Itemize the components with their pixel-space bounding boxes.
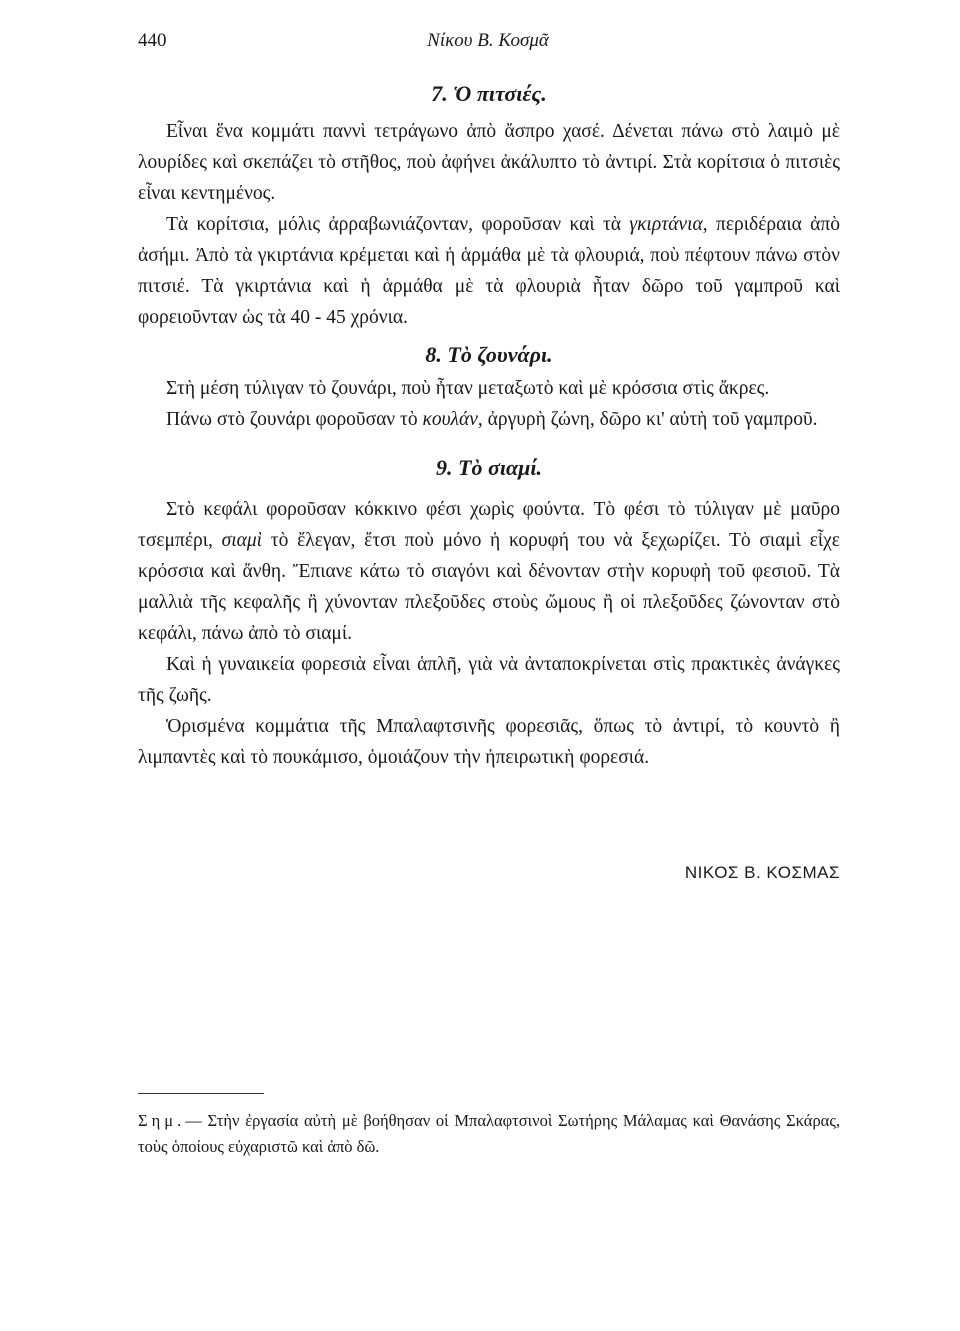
footnote-divider xyxy=(138,1093,264,1094)
page-number: 440 xyxy=(138,30,167,51)
section-title: 8. Τὸ ζουνάρι. xyxy=(425,342,553,367)
paragraph-text: Πάνω στὸ ζουνάρι φοροῦσαν τὸ xyxy=(166,409,423,430)
page-header xyxy=(138,30,838,58)
paragraph xyxy=(138,209,840,333)
paragraph-text: Τὰ κορίτσια, μόλις ἀρραβωνιάζονταν, φοροῦσαν καὶ τὰ xyxy=(166,214,630,235)
paragraph-text: Ὁρισμένα κομμάτια τῆς Μπαλαφτσινῆς φορεσιᾶς, ὅπως τὸ ἀντιρί, τὸ κουντὸ ἢ λιμπαντὲς καὶ τὸ πουκάμισο, ὁμοιάζουν τὴν ἠπειρωτικὴ φορεσιά. xyxy=(138,716,840,768)
paragraph xyxy=(138,649,840,711)
paragraph xyxy=(138,373,840,404)
author-signature: ΝΙΚΟΣ Β. ΚΟΣΜΑΣ xyxy=(684,863,840,882)
paragraph xyxy=(138,404,840,435)
paragraph xyxy=(138,711,840,773)
article-body xyxy=(138,78,840,773)
paragraph-text: , ἀργυρὴ ζώνη, δῶρο κι' αὐτὴ τοῦ γαμπροῦ. xyxy=(477,409,818,430)
running-head: Νίκου Β. Κοσμᾶ xyxy=(427,30,549,51)
footnote-text: — Στὴν ἐργασία αὐτὴ μὲ βοήθησαν οἱ Μπαλαφτσινοὶ Σωτήρης Μάλαμας καὶ Θανάσης Σκάρας, τοὺς ὁποίους εὐχαριστῶ καὶ ἀπὸ δῶ. xyxy=(138,1111,840,1156)
paragraph xyxy=(138,494,840,649)
paragraph-text: Στὸ κεφάλι φοροῦσαν κόκκινο φέσι χωρὶς φούντα. Τὸ φέσι τὸ τύλιγαν μὲ μαῦρο τσεμπέρι, xyxy=(138,499,840,551)
paragraph-text: Στὴ μέση τύλιγαν τὸ ζουνάρι, ποὺ ἦταν μεταξωτὸ καὶ μὲ κρόσσια στὶς ἄκρες. xyxy=(166,378,770,399)
italic-term: γκιρτάνια xyxy=(629,214,703,235)
section-title: 9. Τὸ σιαμί. xyxy=(436,455,542,480)
footnote xyxy=(138,1108,840,1160)
paragraph-text: Καὶ ἡ γυναικεία φορεσιὰ εἶναι ἁπλῆ, γιὰ νὰ ἀνταποκρίνεται στὶς πρακτικὲς ἀνάγκες τῆς ζωῆς. xyxy=(138,654,840,706)
italic-term: κουλάν xyxy=(422,409,478,430)
footnote-label: Σημ. xyxy=(138,1111,186,1130)
paragraph xyxy=(138,116,840,209)
section-title: 7. Ὁ πιτσιές. xyxy=(431,81,547,106)
paragraph-text: τὸ ἔλεγαν, ἔτσι ποὺ μόνο ἡ κορυφή του νὰ ξεχωρίζει. Τὸ σιαμὶ εἶχε κρόσσια καὶ ἄνθη. Ἔπιανε κάτω τὸ σιαγόνι καὶ δένονταν στὴν κορυφὴ τοῦ φεσιοῦ. Τὰ μαλλιὰ τῆς κεφαλῆς ἢ χύνονταν πλεξοῦδες στοὺς ὤμους ἢ οἱ πλεξοῦδες ζώνονταν στὸ κεφάλι, πάνω ἀπὸ τὸ σιαμί. xyxy=(138,530,840,644)
paragraph-text: , περιδέραια ἀπὸ ἀσήμι. Ἀπὸ τὰ γκιρτάνια κρέμεται καὶ ἡ ἁρμάθα μὲ τὰ φλουριά, ποὺ πέφτουν πάνω στὸν πιτσιέ. Τὰ γκιρτάνια καὶ ἡ ἁρμάθα μὲ τὰ φλουριὰ ἦταν δῶρο τοῦ γαμπροῦ καὶ φορειοῦνταν ὡς τὰ 40 - 45 χρόνια. xyxy=(138,214,840,328)
paragraph-text: Εἶναι ἕνα κομμάτι παννὶ τετράγωνο ἀπὸ ἄσπρο χασέ. Δένεται πάνω στὸ λαιμὸ μὲ λουρίδες καὶ σκεπάζει τὸ στῆθος, ποὺ ἀφήνει ἀκάλυπτο τὸ ἀντιρί. Στὰ κορίτσια ὁ πιτσιὲς εἶναι κεντημένος. xyxy=(138,121,840,204)
italic-term: σιαμὶ xyxy=(221,530,263,551)
